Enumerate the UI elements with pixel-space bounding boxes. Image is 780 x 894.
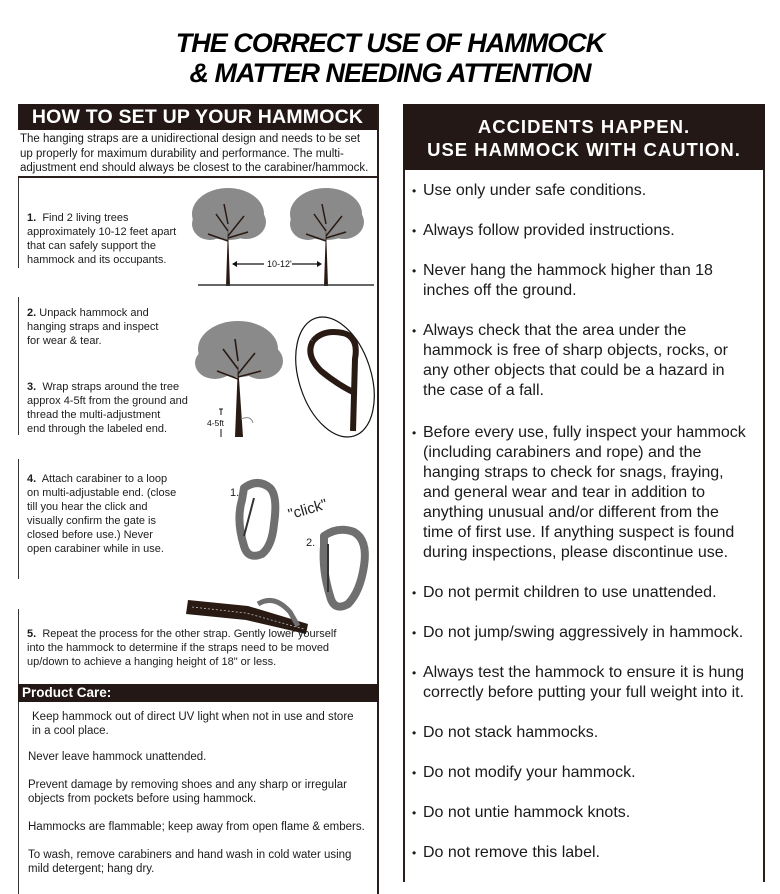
care-line: in a cool place.	[32, 725, 109, 737]
setup-intro-line: The hanging straps are a unidirectional design and needs to be set	[20, 133, 361, 145]
step-line: Find 2 living trees	[42, 212, 129, 224]
page-title-line2: & MATTER NEEDING ATTENTION	[189, 58, 591, 88]
care-item	[32, 710, 354, 738]
care-line: To wash, remove carabiners and hand wash in cold water using	[28, 849, 352, 861]
divider	[18, 297, 19, 435]
setup-heading: HOW TO SET UP YOUR HAMMOCK	[18, 104, 377, 130]
bullet-icon: •	[412, 586, 417, 600]
tree-icon	[192, 188, 266, 286]
bullet-icon: •	[412, 726, 417, 740]
care-line: mild detergent; hang dry.	[28, 863, 155, 875]
caution-rule	[412, 321, 767, 401]
rule-line: Do not untie hammock knots.	[423, 804, 631, 821]
carabiner-step1-label: 1.	[230, 487, 240, 499]
care-line: Prevent damage by removing shoes and any sharp or irregular	[28, 779, 347, 791]
care-item	[28, 848, 351, 876]
rule-line: hammock is free of sharp objects, rocks, or	[423, 342, 728, 359]
bullet-icon: •	[412, 626, 417, 640]
product-care-heading: Product Care:	[18, 684, 379, 702]
rule-line: Never hang the hammock higher than 18	[423, 262, 713, 279]
caution-rule	[412, 763, 767, 783]
carabiner-open-icon	[239, 483, 275, 556]
rule-line: Always follow provided instructions.	[423, 222, 675, 239]
rule-line: Do not permit children to use unattended.	[423, 584, 717, 601]
step-line: open carabiner while in use.	[27, 543, 164, 555]
rule-line: Do not modify your hammock.	[423, 764, 636, 781]
page-title-line1: THE CORRECT USE OF HAMMOCK	[175, 28, 605, 58]
caution-rule	[412, 181, 767, 201]
step-number: 2.	[27, 307, 37, 319]
bullet-icon: •	[412, 324, 417, 338]
caution-rule	[412, 663, 767, 703]
rule-line: inches off the ground.	[423, 282, 577, 299]
step-line: end through the labeled end.	[27, 423, 168, 435]
rule-line: Always test the hammock to ensure it is hung	[423, 664, 745, 681]
step-line: closed before use.) Never	[27, 529, 153, 541]
step-number: 5.	[27, 628, 37, 640]
bullet-icon: •	[412, 846, 417, 860]
rule-line: time of first use. If anything suspect is found	[423, 524, 735, 541]
caution-rule	[412, 623, 767, 643]
step-line: thread the multi-adjustment	[27, 409, 161, 421]
caution-rule	[412, 723, 767, 743]
step-line: that can safely support the	[27, 240, 157, 252]
rule-line: and general wear and tear in addition to	[423, 484, 705, 501]
setup-intro-line: adjustment end should always be closest to the carabiner/hammock.	[20, 162, 369, 174]
step-line: approx 4-5ft from the ground and	[27, 395, 188, 407]
carabiner-step2-label: 2.	[306, 537, 316, 549]
strap-loop-icon	[282, 307, 389, 447]
bullet-icon: •	[412, 264, 417, 278]
care-item	[28, 778, 347, 806]
care-line: Hammocks are flammable; keep away from open flame & embers.	[28, 821, 365, 833]
step-line: hanging straps and inspect	[27, 321, 159, 333]
rule-line: during inspections, please discontinue use.	[423, 544, 729, 561]
step-line: Unpack hammock and	[39, 307, 149, 319]
bullet-icon: •	[412, 426, 417, 440]
caution-panel	[403, 104, 765, 882]
carabiner-illustration	[178, 474, 378, 634]
rule-line: any other objects that could be a hazard in	[423, 362, 725, 379]
page-title	[0, 28, 780, 88]
setup-panel	[18, 104, 379, 894]
rule-line: hanging straps to check for snags, fraying,	[423, 464, 724, 481]
divider	[18, 609, 19, 894]
rule-line: Do not remove this label.	[423, 844, 600, 861]
rule-line: (including carabiners and rope) and the	[423, 444, 702, 461]
step-line: into the hammock to determine if the straps need to be moved	[27, 642, 330, 654]
setup-intro-line: up properly for maximum durability and performance. The multi-	[20, 147, 344, 160]
care-item	[28, 820, 365, 834]
caution-heading-line1: ACCIDENTS HAPPEN.	[477, 116, 691, 137]
setup-intro	[18, 130, 377, 178]
bullet-icon: •	[412, 184, 417, 198]
care-line: objects from pockets before using hammock.	[28, 793, 257, 805]
rule-line: Do not jump/swing aggressively in hammock.	[423, 624, 744, 641]
caution-rule	[412, 583, 767, 603]
caution-rule	[412, 803, 767, 823]
step-line: Repeat the process for the other strap. Gently lower yourself	[42, 628, 337, 640]
care-line: Keep hammock out of direct UV light when not in use and store	[32, 711, 354, 723]
step-line: Attach carabiner to a loop	[41, 473, 168, 485]
rule-line: Use only under safe conditions.	[423, 182, 647, 199]
bullet-icon: •	[412, 224, 417, 238]
step-line: visually confirm the gate is	[27, 515, 156, 527]
click-label: "click"	[286, 495, 330, 524]
rule-line: correctly before putting your full weight into it.	[423, 684, 745, 701]
caution-rule	[412, 843, 767, 863]
bullet-icon: •	[412, 666, 417, 680]
caution-rule	[412, 221, 767, 241]
caution-rule	[412, 423, 767, 563]
step-line: for wear & tear.	[27, 335, 102, 347]
care-line: Never leave hammock unattended.	[28, 751, 207, 763]
caution-rule	[412, 261, 767, 301]
bullet-icon: •	[412, 806, 417, 820]
step-line: till you hear the click and	[27, 501, 148, 513]
step-line: on multi-adjustable end. (close	[27, 487, 177, 499]
step-number: 1.	[27, 212, 37, 224]
step-line: approximately 10-12 feet apart	[27, 226, 177, 238]
tree-distance-label: 10-12'	[267, 259, 292, 269]
tree-strap-illustration	[193, 319, 378, 439]
rule-line: anything unusual and/or different from the	[423, 504, 719, 521]
step-line: hammock and its occupants.	[27, 254, 167, 266]
caution-heading-line2: USE HAMMOCK WITH CAUTION.	[427, 139, 741, 160]
step-number: 4.	[27, 473, 37, 485]
step-number: 3.	[27, 381, 37, 393]
divider	[18, 178, 19, 268]
step-line: Wrap straps around the tree	[42, 381, 180, 393]
divider	[18, 459, 19, 579]
step-line: up/down to achieve a hanging height of 18" or less.	[27, 656, 277, 668]
carabiner-closed-icon	[324, 530, 365, 607]
care-item	[28, 750, 206, 764]
strap-height-label: 4-5ft	[207, 418, 225, 428]
caution-heading	[403, 104, 765, 170]
tree-icon	[290, 188, 364, 286]
rule-line: Do not stack hammocks.	[423, 724, 599, 741]
rule-line: Before every use, fully inspect your hammock	[423, 424, 746, 441]
bullet-icon: •	[412, 766, 417, 780]
two-trees-illustration	[188, 186, 378, 290]
rule-line: the case of a fall.	[423, 382, 544, 399]
rule-line: Always check that the area under the	[423, 322, 687, 339]
